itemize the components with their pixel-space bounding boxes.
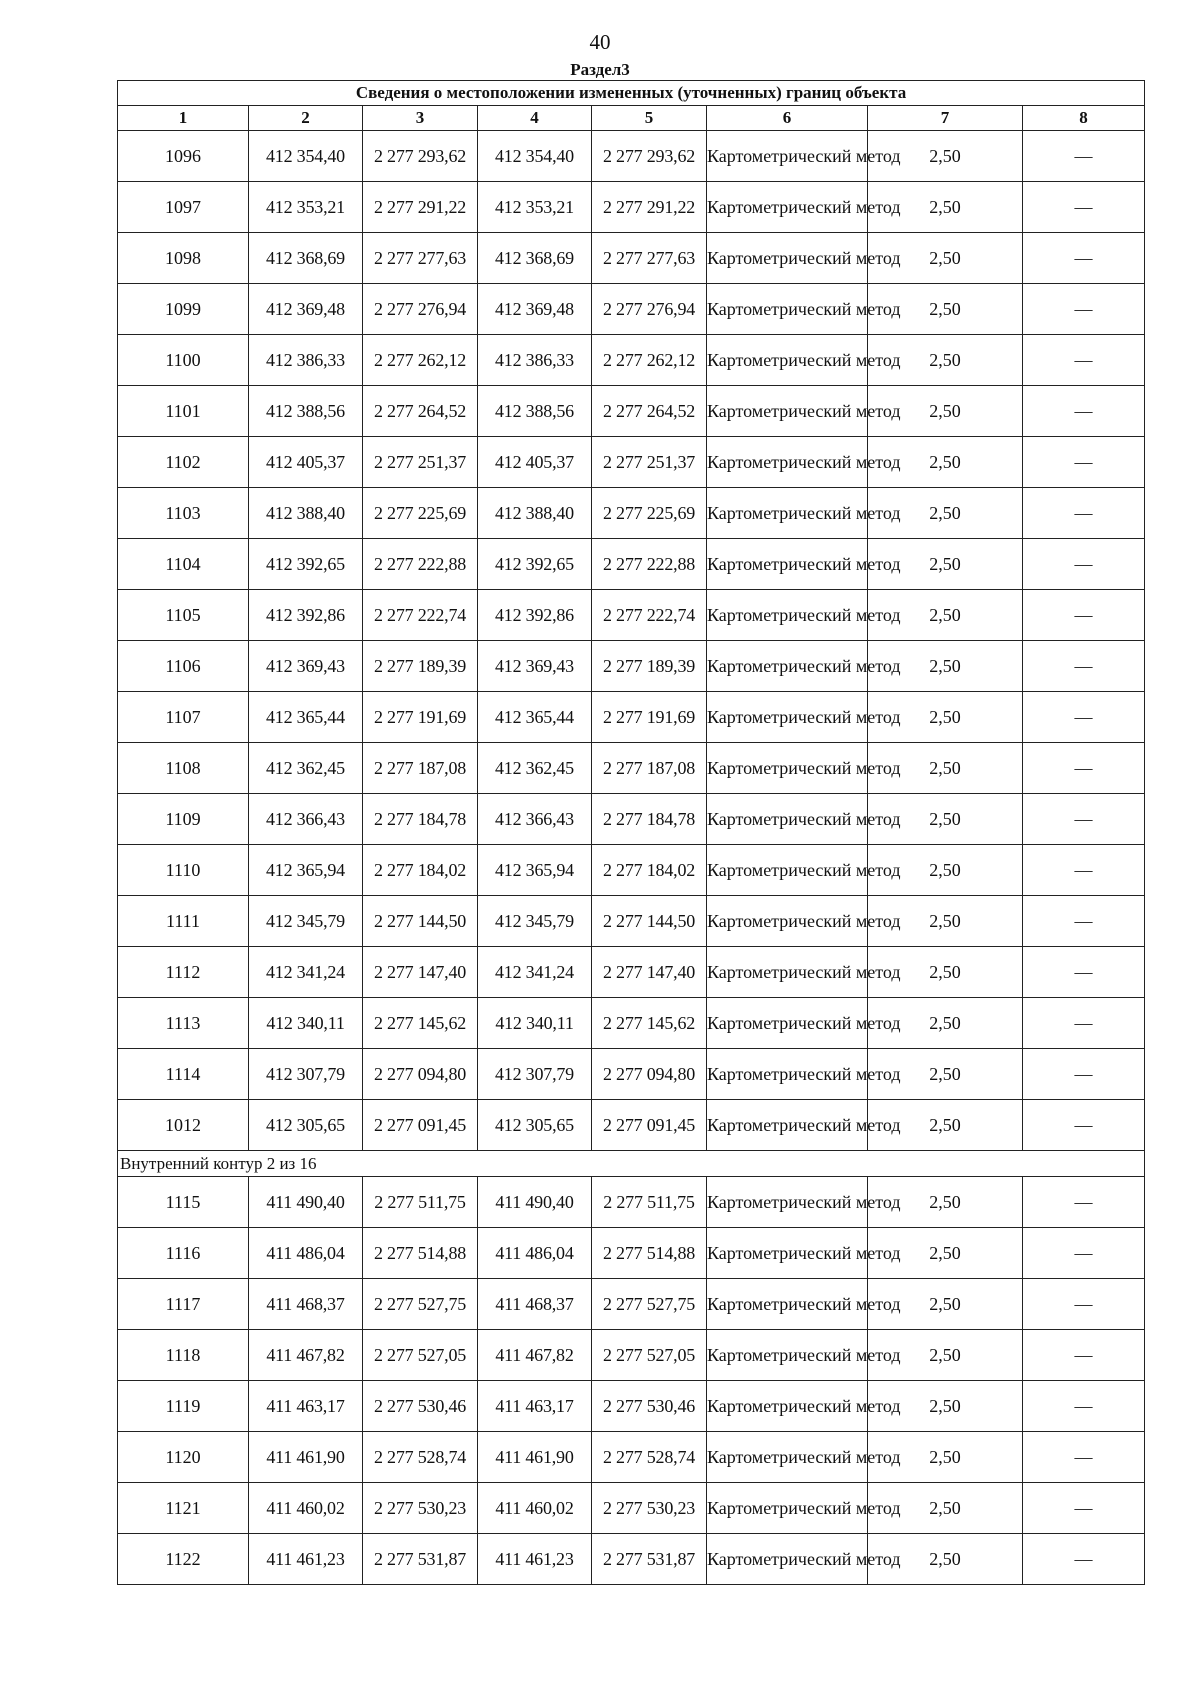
table-row xyxy=(118,539,1145,590)
table-row xyxy=(118,692,1145,743)
method-cell: Картометрический метод xyxy=(707,641,868,692)
method-cell: Картометрический метод xyxy=(707,437,868,488)
table-row xyxy=(118,947,1145,998)
section-title: Раздел3 xyxy=(570,60,630,79)
description-cell: — xyxy=(1023,1279,1145,1330)
x-coordinate-cell: 412 307,79 xyxy=(249,1049,363,1100)
y-coordinate-cell: 2 277 293,62 xyxy=(363,131,478,182)
table-row xyxy=(118,1534,1145,1585)
table-row xyxy=(118,131,1145,182)
accuracy-cell: 2,50 xyxy=(868,845,1023,896)
x-coordinate-cell: 412 366,43 xyxy=(249,794,363,845)
x-coordinate-cell: 412 354,40 xyxy=(249,131,363,182)
accuracy-cell: 2,50 xyxy=(868,641,1023,692)
point-number-cell: 1119 xyxy=(118,1381,249,1432)
table-body xyxy=(118,131,1145,1585)
accuracy-cell: 2,50 xyxy=(868,284,1023,335)
description-cell: — xyxy=(1023,1228,1145,1279)
x-coordinate-cell: 411 467,82 xyxy=(249,1330,363,1381)
x-coordinate-cell: 411 461,90 xyxy=(249,1432,363,1483)
y-coordinate-cell: 2 277 291,22 xyxy=(592,182,707,233)
table-row xyxy=(118,896,1145,947)
x-coordinate-cell: 412 365,94 xyxy=(478,845,592,896)
column-header: 7 xyxy=(868,106,1023,131)
table-row xyxy=(118,488,1145,539)
y-coordinate-cell: 2 277 222,88 xyxy=(592,539,707,590)
column-number-row xyxy=(118,106,1145,131)
point-number-cell: 1104 xyxy=(118,539,249,590)
x-coordinate-cell: 412 386,33 xyxy=(249,335,363,386)
table-row xyxy=(118,335,1145,386)
point-number-cell: 1102 xyxy=(118,437,249,488)
y-coordinate-cell: 2 277 527,75 xyxy=(592,1279,707,1330)
x-coordinate-cell: 412 392,86 xyxy=(249,590,363,641)
method-cell: Картометрический метод xyxy=(707,692,868,743)
method-cell: Картометрический метод xyxy=(707,539,868,590)
y-coordinate-cell: 2 277 527,75 xyxy=(363,1279,478,1330)
description-cell: — xyxy=(1023,845,1145,896)
table-row xyxy=(118,1100,1145,1151)
accuracy-cell: 2,50 xyxy=(868,182,1023,233)
point-number-cell: 1101 xyxy=(118,386,249,437)
accuracy-cell: 2,50 xyxy=(868,386,1023,437)
x-coordinate-cell: 412 405,37 xyxy=(249,437,363,488)
y-coordinate-cell: 2 277 191,69 xyxy=(363,692,478,743)
x-coordinate-cell: 412 340,11 xyxy=(249,998,363,1049)
x-coordinate-cell: 412 368,69 xyxy=(478,233,592,284)
x-coordinate-cell: 412 392,86 xyxy=(478,590,592,641)
x-coordinate-cell: 412 386,33 xyxy=(478,335,592,386)
description-cell: — xyxy=(1023,335,1145,386)
point-number-cell: 1100 xyxy=(118,335,249,386)
method-cell: Картометрический метод xyxy=(707,1534,868,1585)
point-number-cell: 1117 xyxy=(118,1279,249,1330)
x-coordinate-cell: 411 486,04 xyxy=(249,1228,363,1279)
x-coordinate-cell: 412 369,48 xyxy=(249,284,363,335)
y-coordinate-cell: 2 277 222,74 xyxy=(363,590,478,641)
y-coordinate-cell: 2 277 291,22 xyxy=(363,182,478,233)
description-cell: — xyxy=(1023,998,1145,1049)
point-number-cell: 1122 xyxy=(118,1534,249,1585)
method-cell: Картометрический метод xyxy=(707,1049,868,1100)
point-number-cell: 1118 xyxy=(118,1330,249,1381)
y-coordinate-cell: 2 277 531,87 xyxy=(363,1534,478,1585)
method-cell: Картометрический метод xyxy=(707,998,868,1049)
description-cell: — xyxy=(1023,182,1145,233)
table-caption: Сведения о местоположении измененных (уточненных) границ объекта xyxy=(118,81,1145,106)
x-coordinate-cell: 412 392,65 xyxy=(478,539,592,590)
x-coordinate-cell: 412 369,48 xyxy=(478,284,592,335)
description-cell: — xyxy=(1023,641,1145,692)
y-coordinate-cell: 2 277 184,78 xyxy=(363,794,478,845)
accuracy-cell: 2,50 xyxy=(868,1534,1023,1585)
method-cell: Картометрический метод xyxy=(707,131,868,182)
x-coordinate-cell: 412 388,40 xyxy=(249,488,363,539)
y-coordinate-cell: 2 277 511,75 xyxy=(363,1177,478,1228)
method-cell: Картометрический метод xyxy=(707,1228,868,1279)
accuracy-cell: 2,50 xyxy=(868,692,1023,743)
y-coordinate-cell: 2 277 251,37 xyxy=(592,437,707,488)
x-coordinate-cell: 412 388,56 xyxy=(249,386,363,437)
point-number-cell: 1120 xyxy=(118,1432,249,1483)
accuracy-cell: 2,50 xyxy=(868,1483,1023,1534)
description-cell: — xyxy=(1023,131,1145,182)
table-row xyxy=(118,590,1145,641)
description-cell: — xyxy=(1023,1534,1145,1585)
table-row xyxy=(118,284,1145,335)
description-cell: — xyxy=(1023,1483,1145,1534)
point-number-cell: 1121 xyxy=(118,1483,249,1534)
x-coordinate-cell: 412 365,44 xyxy=(249,692,363,743)
x-coordinate-cell: 412 366,43 xyxy=(478,794,592,845)
description-cell: — xyxy=(1023,692,1145,743)
table-row xyxy=(118,1381,1145,1432)
accuracy-cell: 2,50 xyxy=(868,590,1023,641)
accuracy-cell: 2,50 xyxy=(868,1049,1023,1100)
y-coordinate-cell: 2 277 094,80 xyxy=(592,1049,707,1100)
method-cell: Картометрический метод xyxy=(707,182,868,233)
description-cell: — xyxy=(1023,437,1145,488)
x-coordinate-cell: 411 460,02 xyxy=(478,1483,592,1534)
y-coordinate-cell: 2 277 527,05 xyxy=(363,1330,478,1381)
y-coordinate-cell: 2 277 531,87 xyxy=(592,1534,707,1585)
y-coordinate-cell: 2 277 191,69 xyxy=(592,692,707,743)
method-cell: Картометрический метод xyxy=(707,896,868,947)
method-cell: Картометрический метод xyxy=(707,947,868,998)
x-coordinate-cell: 411 468,37 xyxy=(249,1279,363,1330)
point-number-cell: 1103 xyxy=(118,488,249,539)
method-cell: Картометрический метод xyxy=(707,845,868,896)
table-row xyxy=(118,1483,1145,1534)
x-coordinate-cell: 411 463,17 xyxy=(249,1381,363,1432)
column-header: 3 xyxy=(363,106,478,131)
x-coordinate-cell: 412 365,44 xyxy=(478,692,592,743)
point-number-cell: 1109 xyxy=(118,794,249,845)
table-row xyxy=(118,182,1145,233)
x-coordinate-cell: 411 467,82 xyxy=(478,1330,592,1381)
contour-label: Внутренний контур 2 из 16 xyxy=(118,1151,1145,1177)
x-coordinate-cell: 412 365,94 xyxy=(249,845,363,896)
accuracy-cell: 2,50 xyxy=(868,131,1023,182)
point-number-cell: 1106 xyxy=(118,641,249,692)
description-cell: — xyxy=(1023,743,1145,794)
point-number-cell: 1110 xyxy=(118,845,249,896)
y-coordinate-cell: 2 277 189,39 xyxy=(592,641,707,692)
accuracy-cell: 2,50 xyxy=(868,1381,1023,1432)
y-coordinate-cell: 2 277 094,80 xyxy=(363,1049,478,1100)
description-cell: — xyxy=(1023,896,1145,947)
table-row xyxy=(118,1049,1145,1100)
column-header: 1 xyxy=(118,106,249,131)
point-number-cell: 1097 xyxy=(118,182,249,233)
description-cell: — xyxy=(1023,1432,1145,1483)
y-coordinate-cell: 2 277 528,74 xyxy=(592,1432,707,1483)
y-coordinate-cell: 2 277 187,08 xyxy=(592,743,707,794)
accuracy-cell: 2,50 xyxy=(868,743,1023,794)
table-row xyxy=(118,233,1145,284)
column-header: 2 xyxy=(249,106,363,131)
column-header: 8 xyxy=(1023,106,1145,131)
y-coordinate-cell: 2 277 144,50 xyxy=(592,896,707,947)
table-row xyxy=(118,743,1145,794)
y-coordinate-cell: 2 277 091,45 xyxy=(363,1100,478,1151)
x-coordinate-cell: 412 345,79 xyxy=(478,896,592,947)
y-coordinate-cell: 2 277 184,78 xyxy=(592,794,707,845)
x-coordinate-cell: 412 353,21 xyxy=(478,182,592,233)
table-row xyxy=(118,386,1145,437)
y-coordinate-cell: 2 277 530,46 xyxy=(592,1381,707,1432)
y-coordinate-cell: 2 277 530,23 xyxy=(592,1483,707,1534)
table-row xyxy=(118,437,1145,488)
y-coordinate-cell: 2 277 187,08 xyxy=(363,743,478,794)
point-number-cell: 1105 xyxy=(118,590,249,641)
x-coordinate-cell: 412 388,56 xyxy=(478,386,592,437)
boundary-coordinates-table xyxy=(117,80,1145,1585)
description-cell: — xyxy=(1023,794,1145,845)
x-coordinate-cell: 412 341,24 xyxy=(478,947,592,998)
description-cell: — xyxy=(1023,284,1145,335)
method-cell: Картометрический метод xyxy=(707,1100,868,1151)
method-cell: Картометрический метод xyxy=(707,335,868,386)
method-cell: Картометрический метод xyxy=(707,1330,868,1381)
y-coordinate-cell: 2 277 147,40 xyxy=(363,947,478,998)
point-number-cell: 1115 xyxy=(118,1177,249,1228)
description-cell: — xyxy=(1023,233,1145,284)
description-cell: — xyxy=(1023,947,1145,998)
x-coordinate-cell: 411 461,23 xyxy=(478,1534,592,1585)
table-row xyxy=(118,1279,1145,1330)
x-coordinate-cell: 411 460,02 xyxy=(249,1483,363,1534)
y-coordinate-cell: 2 277 276,94 xyxy=(592,284,707,335)
accuracy-cell: 2,50 xyxy=(868,488,1023,539)
x-coordinate-cell: 411 461,23 xyxy=(249,1534,363,1585)
point-number-cell: 1012 xyxy=(118,1100,249,1151)
point-number-cell: 1099 xyxy=(118,284,249,335)
accuracy-cell: 2,50 xyxy=(868,1228,1023,1279)
y-coordinate-cell: 2 277 147,40 xyxy=(592,947,707,998)
point-number-cell: 1098 xyxy=(118,233,249,284)
y-coordinate-cell: 2 277 511,75 xyxy=(592,1177,707,1228)
y-coordinate-cell: 2 277 276,94 xyxy=(363,284,478,335)
x-coordinate-cell: 412 305,65 xyxy=(249,1100,363,1151)
x-coordinate-cell: 411 490,40 xyxy=(478,1177,592,1228)
description-cell: — xyxy=(1023,1049,1145,1100)
y-coordinate-cell: 2 277 277,63 xyxy=(363,233,478,284)
point-number-cell: 1108 xyxy=(118,743,249,794)
y-coordinate-cell: 2 277 528,74 xyxy=(363,1432,478,1483)
column-header: 5 xyxy=(592,106,707,131)
y-coordinate-cell: 2 277 091,45 xyxy=(592,1100,707,1151)
x-coordinate-cell: 412 369,43 xyxy=(478,641,592,692)
method-cell: Картометрический метод xyxy=(707,1177,868,1228)
x-coordinate-cell: 412 369,43 xyxy=(249,641,363,692)
method-cell: Картометрический метод xyxy=(707,284,868,335)
description-cell: — xyxy=(1023,539,1145,590)
x-coordinate-cell: 412 405,37 xyxy=(478,437,592,488)
y-coordinate-cell: 2 277 144,50 xyxy=(363,896,478,947)
description-cell: — xyxy=(1023,590,1145,641)
y-coordinate-cell: 2 277 184,02 xyxy=(592,845,707,896)
y-coordinate-cell: 2 277 145,62 xyxy=(363,998,478,1049)
accuracy-cell: 2,50 xyxy=(868,1432,1023,1483)
page-number: 40 xyxy=(589,30,611,54)
y-coordinate-cell: 2 277 530,46 xyxy=(363,1381,478,1432)
y-coordinate-cell: 2 277 293,62 xyxy=(592,131,707,182)
y-coordinate-cell: 2 277 222,88 xyxy=(363,539,478,590)
method-cell: Картометрический метод xyxy=(707,488,868,539)
y-coordinate-cell: 2 277 514,88 xyxy=(363,1228,478,1279)
y-coordinate-cell: 2 277 251,37 xyxy=(363,437,478,488)
method-cell: Картометрический метод xyxy=(707,1381,868,1432)
description-cell: — xyxy=(1023,488,1145,539)
point-number-cell: 1107 xyxy=(118,692,249,743)
x-coordinate-cell: 412 362,45 xyxy=(478,743,592,794)
description-cell: — xyxy=(1023,386,1145,437)
description-cell: — xyxy=(1023,1177,1145,1228)
table-row xyxy=(118,1177,1145,1228)
x-coordinate-cell: 412 305,65 xyxy=(478,1100,592,1151)
table-row xyxy=(118,1228,1145,1279)
accuracy-cell: 2,50 xyxy=(868,896,1023,947)
x-coordinate-cell: 411 486,04 xyxy=(478,1228,592,1279)
x-coordinate-cell: 411 490,40 xyxy=(249,1177,363,1228)
x-coordinate-cell: 412 354,40 xyxy=(478,131,592,182)
y-coordinate-cell: 2 277 145,62 xyxy=(592,998,707,1049)
y-coordinate-cell: 2 277 530,23 xyxy=(363,1483,478,1534)
point-number-cell: 1096 xyxy=(118,131,249,182)
x-coordinate-cell: 411 461,90 xyxy=(478,1432,592,1483)
method-cell: Картометрический метод xyxy=(707,590,868,641)
accuracy-cell: 2,50 xyxy=(868,794,1023,845)
method-cell: Картометрический метод xyxy=(707,794,868,845)
x-coordinate-cell: 412 388,40 xyxy=(478,488,592,539)
accuracy-cell: 2,50 xyxy=(868,437,1023,488)
method-cell: Картометрический метод xyxy=(707,1432,868,1483)
accuracy-cell: 2,50 xyxy=(868,335,1023,386)
accuracy-cell: 2,50 xyxy=(868,1100,1023,1151)
table-row xyxy=(118,998,1145,1049)
table-caption-row xyxy=(118,81,1145,106)
y-coordinate-cell: 2 277 264,52 xyxy=(592,386,707,437)
method-cell: Картометрический метод xyxy=(707,233,868,284)
accuracy-cell: 2,50 xyxy=(868,1279,1023,1330)
table-row xyxy=(118,1432,1145,1483)
point-number-cell: 1114 xyxy=(118,1049,249,1100)
x-coordinate-cell: 411 468,37 xyxy=(478,1279,592,1330)
column-header: 6 xyxy=(707,106,868,131)
y-coordinate-cell: 2 277 225,69 xyxy=(363,488,478,539)
y-coordinate-cell: 2 277 262,12 xyxy=(363,335,478,386)
y-coordinate-cell: 2 277 262,12 xyxy=(592,335,707,386)
method-cell: Картометрический метод xyxy=(707,386,868,437)
point-number-cell: 1113 xyxy=(118,998,249,1049)
description-cell: — xyxy=(1023,1100,1145,1151)
accuracy-cell: 2,50 xyxy=(868,233,1023,284)
point-number-cell: 1116 xyxy=(118,1228,249,1279)
x-coordinate-cell: 412 353,21 xyxy=(249,182,363,233)
y-coordinate-cell: 2 277 527,05 xyxy=(592,1330,707,1381)
method-cell: Картометрический метод xyxy=(707,743,868,794)
y-coordinate-cell: 2 277 184,02 xyxy=(363,845,478,896)
method-cell: Картометрический метод xyxy=(707,1279,868,1330)
x-coordinate-cell: 412 307,79 xyxy=(478,1049,592,1100)
x-coordinate-cell: 412 362,45 xyxy=(249,743,363,794)
method-cell: Картометрический метод xyxy=(707,1483,868,1534)
x-coordinate-cell: 412 345,79 xyxy=(249,896,363,947)
x-coordinate-cell: 411 463,17 xyxy=(478,1381,592,1432)
description-cell: — xyxy=(1023,1330,1145,1381)
y-coordinate-cell: 2 277 225,69 xyxy=(592,488,707,539)
accuracy-cell: 2,50 xyxy=(868,998,1023,1049)
y-coordinate-cell: 2 277 222,74 xyxy=(592,590,707,641)
column-header: 4 xyxy=(478,106,592,131)
y-coordinate-cell: 2 277 277,63 xyxy=(592,233,707,284)
x-coordinate-cell: 412 392,65 xyxy=(249,539,363,590)
x-coordinate-cell: 412 341,24 xyxy=(249,947,363,998)
table-row xyxy=(118,794,1145,845)
point-number-cell: 1112 xyxy=(118,947,249,998)
x-coordinate-cell: 412 368,69 xyxy=(249,233,363,284)
accuracy-cell: 2,50 xyxy=(868,1330,1023,1381)
accuracy-cell: 2,50 xyxy=(868,947,1023,998)
accuracy-cell: 2,50 xyxy=(868,1177,1023,1228)
y-coordinate-cell: 2 277 189,39 xyxy=(363,641,478,692)
description-cell: — xyxy=(1023,1381,1145,1432)
table-row xyxy=(118,1330,1145,1381)
table-row xyxy=(118,845,1145,896)
point-number-cell: 1111 xyxy=(118,896,249,947)
y-coordinate-cell: 2 277 264,52 xyxy=(363,386,478,437)
x-coordinate-cell: 412 340,11 xyxy=(478,998,592,1049)
accuracy-cell: 2,50 xyxy=(868,539,1023,590)
y-coordinate-cell: 2 277 514,88 xyxy=(592,1228,707,1279)
contour-heading-row xyxy=(118,1151,1145,1177)
table-row xyxy=(118,641,1145,692)
